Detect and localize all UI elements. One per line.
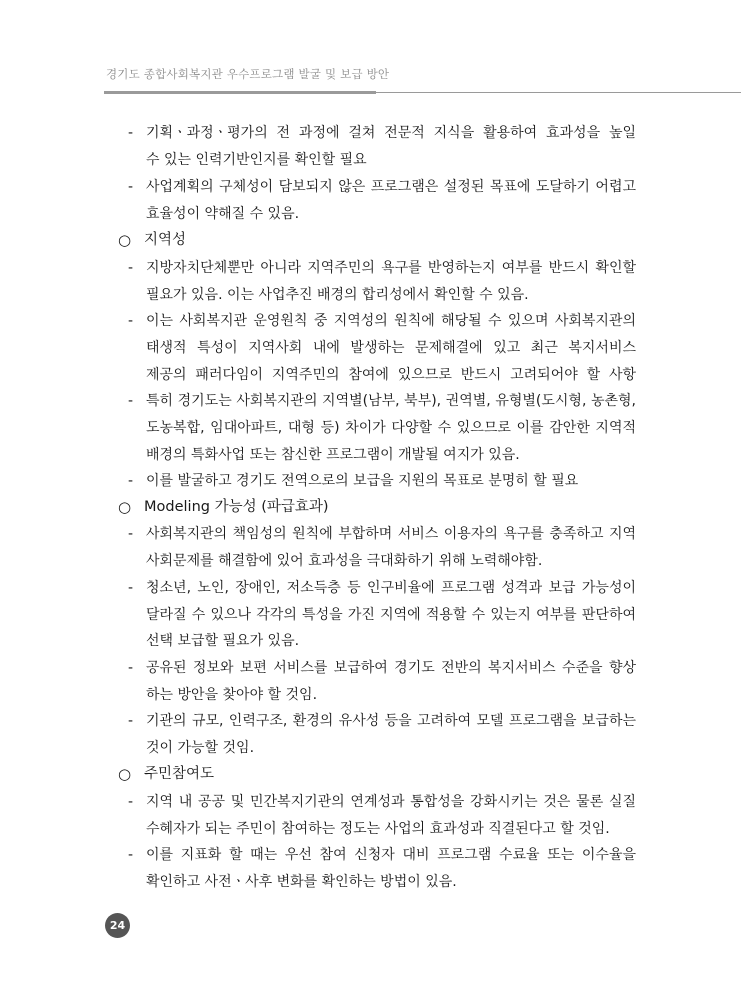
running-header: 경기도 종합사회복지관 우수프로그램 발굴 및 보급 방안: [106, 67, 390, 81]
body-line: 사업계획의 구체성이 담보되지 않은 프로그램은 설정된 목표에 도달하기 어렵고: [146, 179, 636, 195]
bullet-dash: -: [128, 125, 134, 141]
body-line: 공유된 정보와 보편 서비스를 보급하여 경기도 전반의 복지서비스 수준을 향상: [146, 660, 636, 676]
body-line: 지방자치단체뿐만 아니라 지역주민의 욕구를 반영하는지 여부를 반드시 확인할: [146, 260, 636, 276]
bullet-dash: -: [128, 526, 134, 542]
body-line: 사회복지관의 책임성의 원칙에 부합하며 서비스 이용자의 욕구를 충족하고 지역: [146, 526, 636, 542]
body-line: 특히 경기도는 사회복지관의 지역별(남부, 북부), 권역별, 유형별(도시형, 농촌형,: [146, 393, 636, 409]
body-line: 이는 사회복지관 운영원칙 중 지역성의 원칙에 해당될 수 있으며 사회복지관의: [146, 313, 636, 329]
bullet-dash: -: [128, 393, 134, 409]
bullet-dash: -: [128, 260, 134, 276]
bullet-dash: -: [128, 847, 134, 863]
page-number-badge: 24: [105, 913, 130, 938]
body-line: 이를 지표화 할 때는 우선 참여 신청자 대비 프로그램 수료율 또는 이수율을: [146, 847, 636, 863]
header-rule-accent: [104, 91, 376, 94]
body-line: 도농복합, 임대아파트, 대형 등) 차이가 다양할 수 있으므로 이를 감안한 지역적: [146, 420, 636, 436]
section-bullet-icon: ○: [118, 498, 132, 516]
body-line: 기획ㆍ과정ㆍ평가의 전 과정에 걸쳐 전문적 지식을 활용하여 효과성을 높일: [146, 125, 636, 141]
section-heading: 지역성: [144, 232, 187, 248]
body-line: 달라질 수 있으나 각각의 특성을 가진 지역에 적용할 수 있는지 여부를 판단하여: [146, 607, 636, 623]
bullet-dash: -: [128, 660, 134, 676]
body-line: 수혜자가 되는 주민이 참여하는 정도는 사업의 효과성과 직결된다고 할 것임.: [146, 821, 610, 837]
body-line: 지역 내 공공 및 민간복지기관의 연계성과 통합성을 강화시키는 것은 물론 실질: [146, 794, 636, 810]
body-line: 선택 보급할 필요가 있음.: [146, 633, 300, 649]
body-line: 하는 방안을 찾아야 할 것임.: [146, 687, 318, 703]
bullet-dash: -: [128, 713, 134, 729]
body-line: 배경의 특화사업 또는 참신한 프로그램이 개발될 여지가 있음.: [146, 447, 520, 463]
body-line: 것이 가능할 것임.: [146, 740, 255, 756]
bullet-dash: -: [128, 179, 134, 195]
section-bullet-icon: ○: [118, 231, 132, 249]
section-heading: 주민참여도: [144, 766, 215, 782]
section-heading: Modeling 가능성 (파급효과): [144, 499, 329, 515]
bullet-dash: -: [128, 473, 134, 489]
body-line: 기관의 규모, 인력구조, 환경의 유사성 등을 고려하여 모델 프로그램을 보급하는: [146, 713, 636, 729]
body-line: 수 있는 인력기반인지를 확인할 필요: [146, 152, 367, 168]
body-line: 효율성이 약해질 수 있음.: [146, 206, 300, 222]
body-line: 필요가 있음. 이는 사업추진 배경의 합리성에서 확인할 수 있음.: [146, 287, 529, 303]
body-line: 이를 발굴하고 경기도 전역으로의 보급을 지원의 목표로 분명히 할 필요: [146, 473, 579, 489]
body-line: 태생적 특성이 지역사회 내에 발생하는 문제해결에 있고 최근 복지서비스: [146, 340, 636, 356]
body-line: 청소년, 노인, 장애인, 저소득층 등 인구비율에 프로그램 성격과 보급 가능성이: [146, 580, 636, 596]
body-line: 확인하고 사전ㆍ사후 변화를 확인하는 방법이 있음.: [146, 874, 457, 890]
bullet-dash: -: [128, 313, 134, 329]
bullet-dash: -: [128, 794, 134, 810]
bullet-dash: -: [128, 580, 134, 596]
body-line: 제공의 패러다임이 지역주민의 참여에 있으므로 반드시 고려되어야 할 사항: [146, 367, 636, 383]
section-bullet-icon: ○: [118, 765, 132, 783]
body-line: 사회문제를 해결함에 있어 효과성을 극대화하기 위해 노력해야함.: [146, 553, 543, 569]
